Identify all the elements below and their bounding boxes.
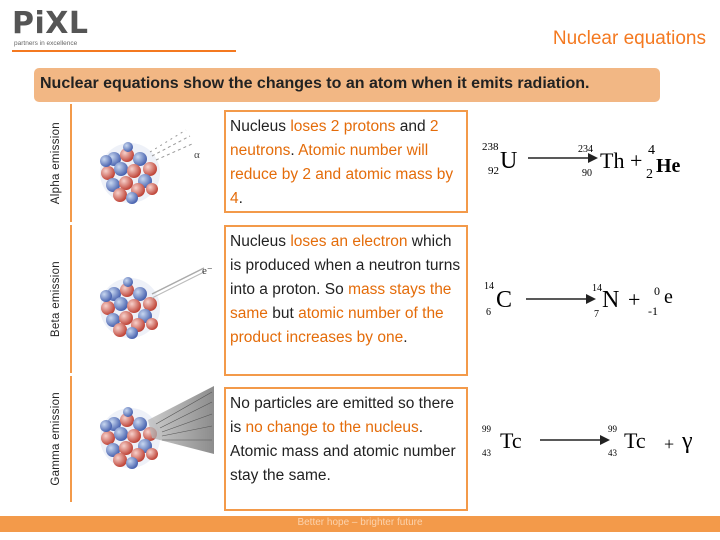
beta-emitted-atomic: -1: [648, 304, 658, 318]
description-segment: .: [403, 329, 408, 346]
alpha-description: [224, 110, 468, 213]
beta-product-atomic: 7: [594, 309, 599, 320]
description-segment: .: [290, 142, 299, 159]
description-segment: mass stays the same: [230, 281, 452, 322]
description-segment: and: [395, 118, 430, 135]
alpha-plus: +: [630, 148, 643, 173]
beta-emission-label: Beta emission: [50, 260, 62, 338]
banner-text: Nuclear equations show the changes to an atom when it emits radiation.: [40, 75, 590, 92]
beta-emitted-mass: 0: [654, 284, 660, 298]
gamma-product-atomic: 43: [608, 448, 617, 458]
alpha-emitted-mass: 4: [648, 143, 655, 158]
gamma-plus: +: [664, 434, 675, 454]
gamma-product-mass: 99: [608, 424, 617, 434]
description-segment: Nucleus: [230, 233, 291, 250]
gamma-emitted-symbol: γ: [682, 428, 693, 454]
gamma-equation: [478, 418, 698, 468]
gamma-reactant-symbol: Tc: [500, 428, 522, 453]
alpha-product-mass: 234: [578, 144, 593, 155]
alpha-product-atomic: 90: [582, 168, 592, 179]
description-segment: loses an electron: [290, 233, 408, 250]
description-segment: atomic number of the product increases by one: [230, 305, 444, 346]
alpha-emitted-atomic: 2: [646, 167, 653, 182]
gamma-product-symbol: Tc: [624, 428, 646, 453]
gamma-nucleus: [100, 386, 214, 469]
beta-nucleus: [100, 265, 213, 339]
alpha-reactant-symbol: U: [500, 148, 518, 174]
alpha-reactant-atomic: 92: [488, 165, 499, 177]
beta-particle-symbol: e⁻: [202, 265, 213, 277]
beta-reactant-symbol: C: [496, 287, 513, 313]
description-segment: Nucleus: [230, 118, 291, 135]
alpha-nucleus: [100, 130, 200, 204]
pixl-logo: PiXL: [12, 6, 89, 41]
description-segment: which is produced when a neutron turns into a proton. So: [230, 233, 461, 298]
beta-plus: +: [628, 287, 641, 312]
description-segment: but: [267, 305, 299, 322]
logo-tagline: partners in excellence: [14, 40, 78, 47]
beta-divider: [70, 225, 72, 373]
beta-emitted-symbol: e: [664, 286, 673, 308]
description-segment: Atomic number will reduce by 2 and atomic mass by 4: [230, 142, 454, 207]
description-segment: No particles are emitted so there is: [230, 395, 454, 436]
header-divider: [12, 50, 236, 52]
description-segment: no change to the nucleus: [245, 419, 419, 436]
alpha-emission-label: Alpha emission: [50, 121, 62, 205]
beta-product-symbol: N: [602, 287, 620, 313]
description-segment: 2 neutrons: [230, 118, 439, 159]
description-segment: . Atomic mass and atomic number stay the same.: [230, 419, 456, 484]
gamma-reactant-atomic: 43: [482, 448, 491, 458]
alpha-particle-symbol: α: [194, 149, 200, 161]
alpha-reactant-mass: 238: [482, 141, 499, 153]
description-segment: loses 2 protons: [290, 118, 396, 135]
beta-equation: [478, 275, 698, 325]
description-segment: .: [238, 190, 243, 207]
gamma-description: [224, 387, 468, 511]
alpha-product-symbol: Th: [600, 148, 625, 173]
beta-product-mass: 14: [592, 283, 602, 294]
gamma-reactant-mass: 99: [482, 424, 491, 434]
gamma-emission-label: Gamma emission: [50, 392, 62, 486]
alpha-emitted-symbol: He: [656, 155, 681, 177]
alpha-divider: [70, 104, 72, 222]
gamma-divider: [70, 376, 72, 502]
page-title: Nuclear equations: [552, 28, 706, 49]
nucleus-illustrations: [90, 108, 220, 508]
alpha-equation: [478, 130, 698, 190]
beta-description: [224, 225, 468, 376]
beta-reactant-atomic: 6: [486, 307, 491, 318]
footer-text: Better hope – brighter future: [297, 517, 423, 528]
beta-reactant-mass: 14: [484, 281, 494, 292]
